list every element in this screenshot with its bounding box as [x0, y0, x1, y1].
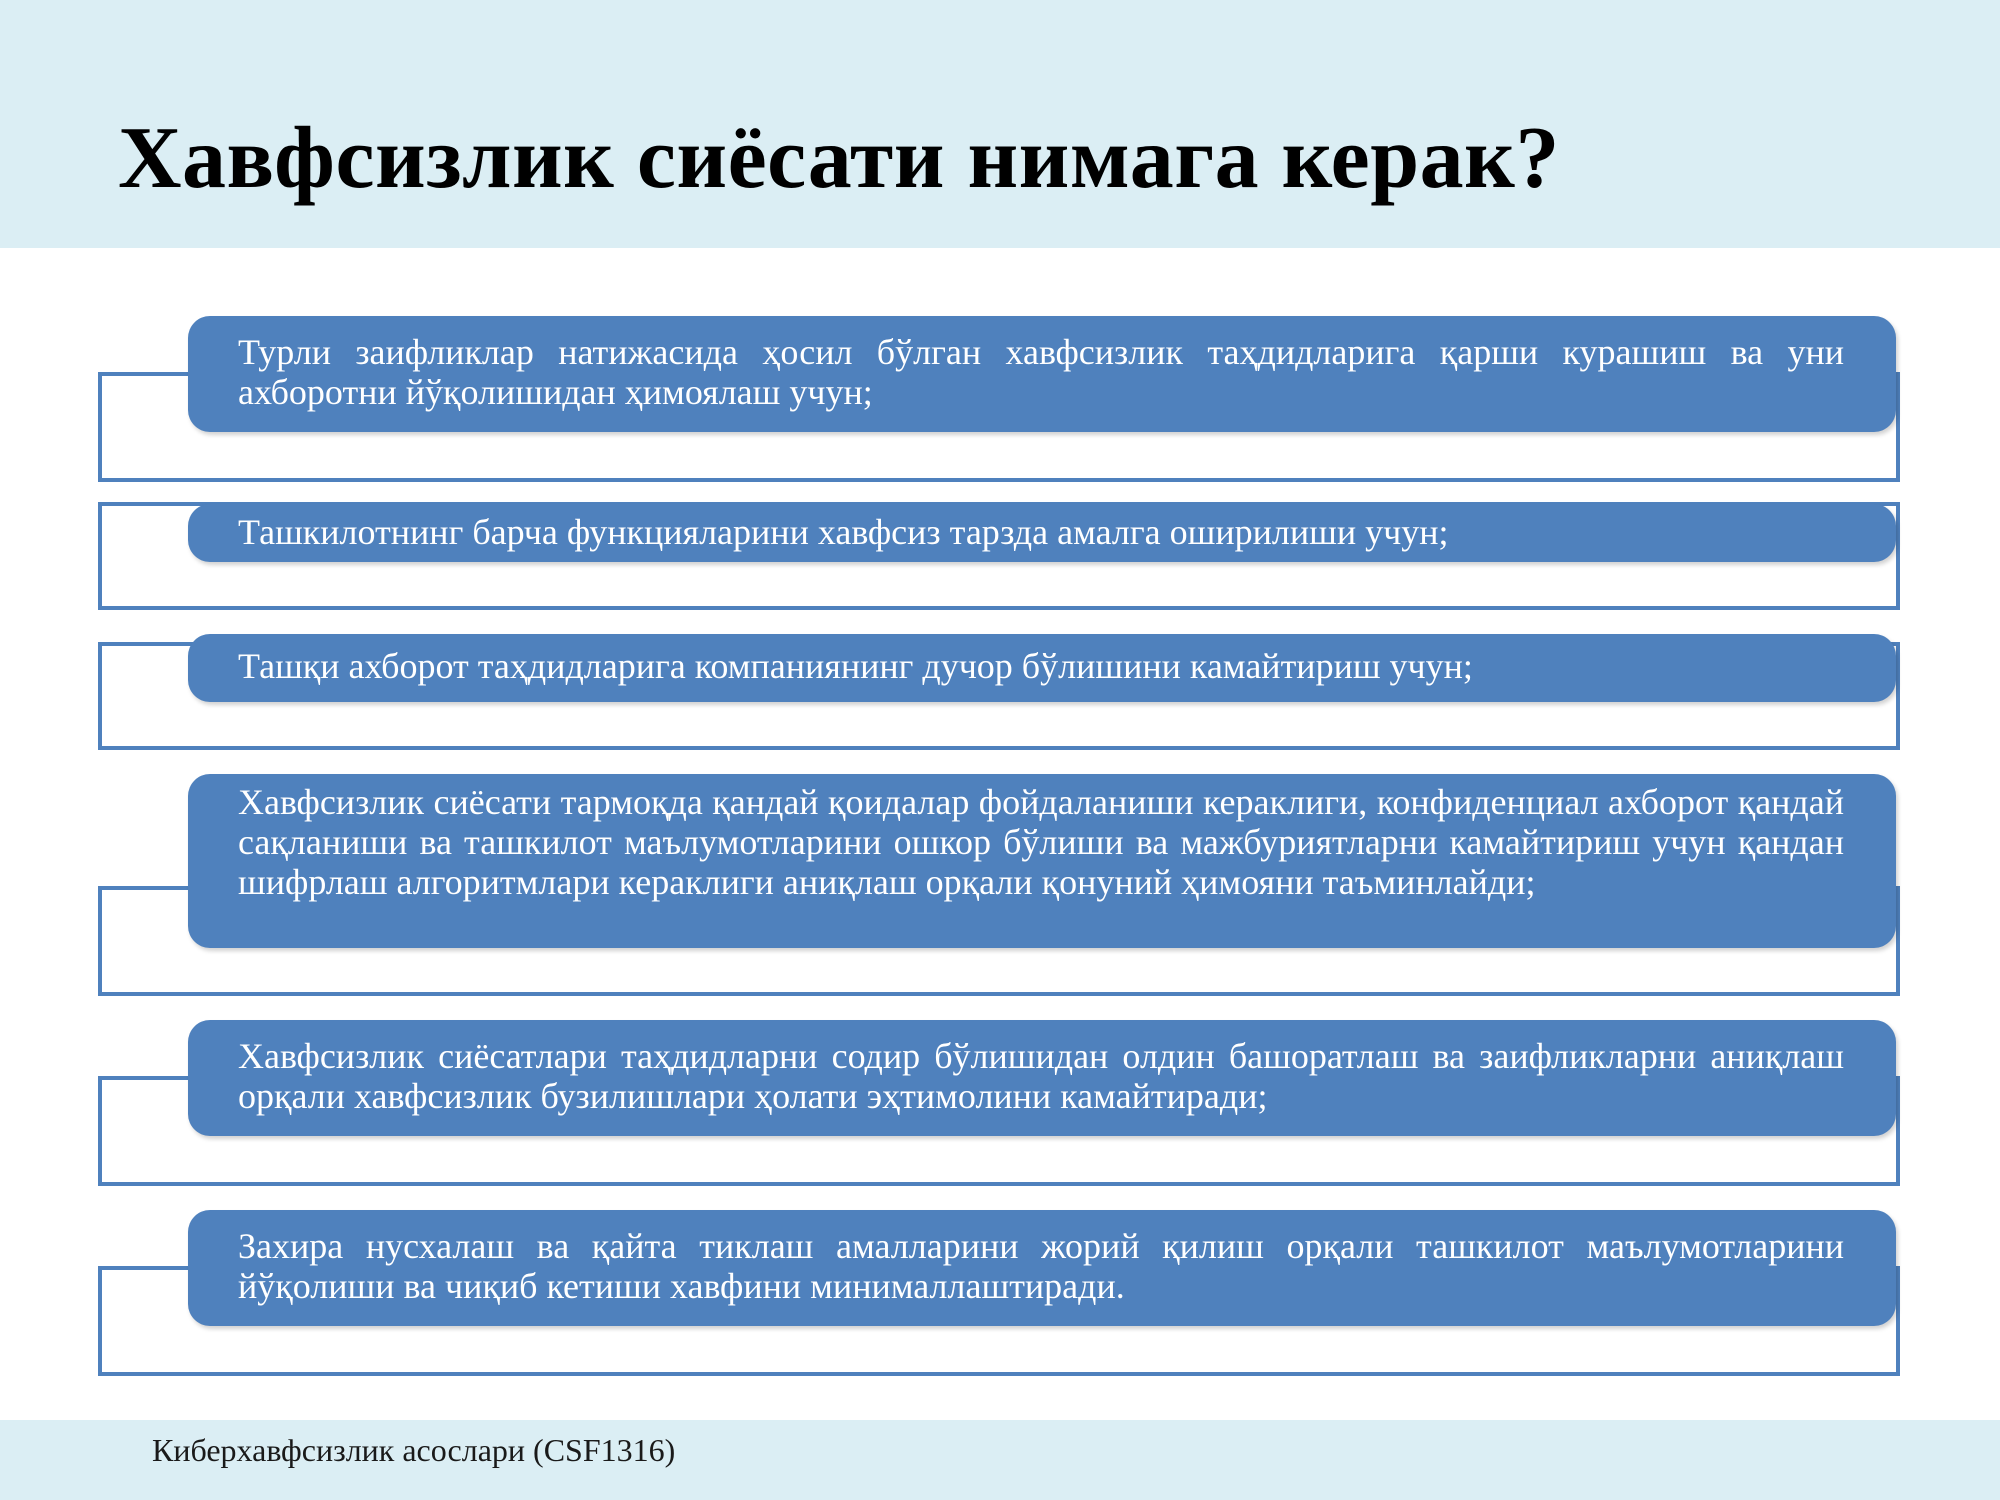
item-bar [188, 1020, 1896, 1136]
item-bar [188, 316, 1896, 432]
slide-title: Хавфсизлик сиёсати нимага керак? [118, 110, 1560, 207]
item-text: Захира нусхалаш ва қайта тиклаш амалларини жорий қилиш орқали ташкилот маълумотларини йўқолиши ва чиқиб кетиши хавфини минималлаштиради. [238, 1226, 1844, 1306]
item-text: Хавфсизлик сиёсати тармоқда қандай қоидалар фойдаланиши кераклиги, конфиденциал ахборот қандай сақланиши ва ташкилот маълумотларини ошкор бўлиши ва мажбуриятларни камайтириш учун қандан шифрлаш алгоритмлари кераклиги аниқлаш орқали қонуний ҳимояни таъминлайди; [238, 782, 1844, 902]
item-text: Ташқи ахборот таҳдидларига компаниянинг дучор бўлишини камайтириш учун; [238, 646, 1473, 686]
item-text: Ташкилотнинг барча функцияларини хавфсиз тарзда амалга оширилиши учун; [238, 512, 1449, 552]
item-bar [188, 1210, 1896, 1326]
item-bar [188, 774, 1896, 948]
item-text: Турли заифликлар натижасида ҳосил бўлган хавфсизлик таҳдидларига қарши курашиш ва уни ахборотни йўқолишидан ҳимоялаш учун; [238, 332, 1844, 412]
footer-text: Киберхавфсизлик асослари (CSF1316) [152, 1432, 676, 1468]
item-text: Хавфсизлик сиёсатлари таҳдидларни содир бўлишидан олдин башоратлаш ва заифликларни аниқлаш орқали хавфсизлик бузилишлари ҳолати эҳтимолини камайтиради; [238, 1036, 1844, 1116]
item-bar [188, 504, 1896, 562]
item-bar [188, 634, 1896, 702]
